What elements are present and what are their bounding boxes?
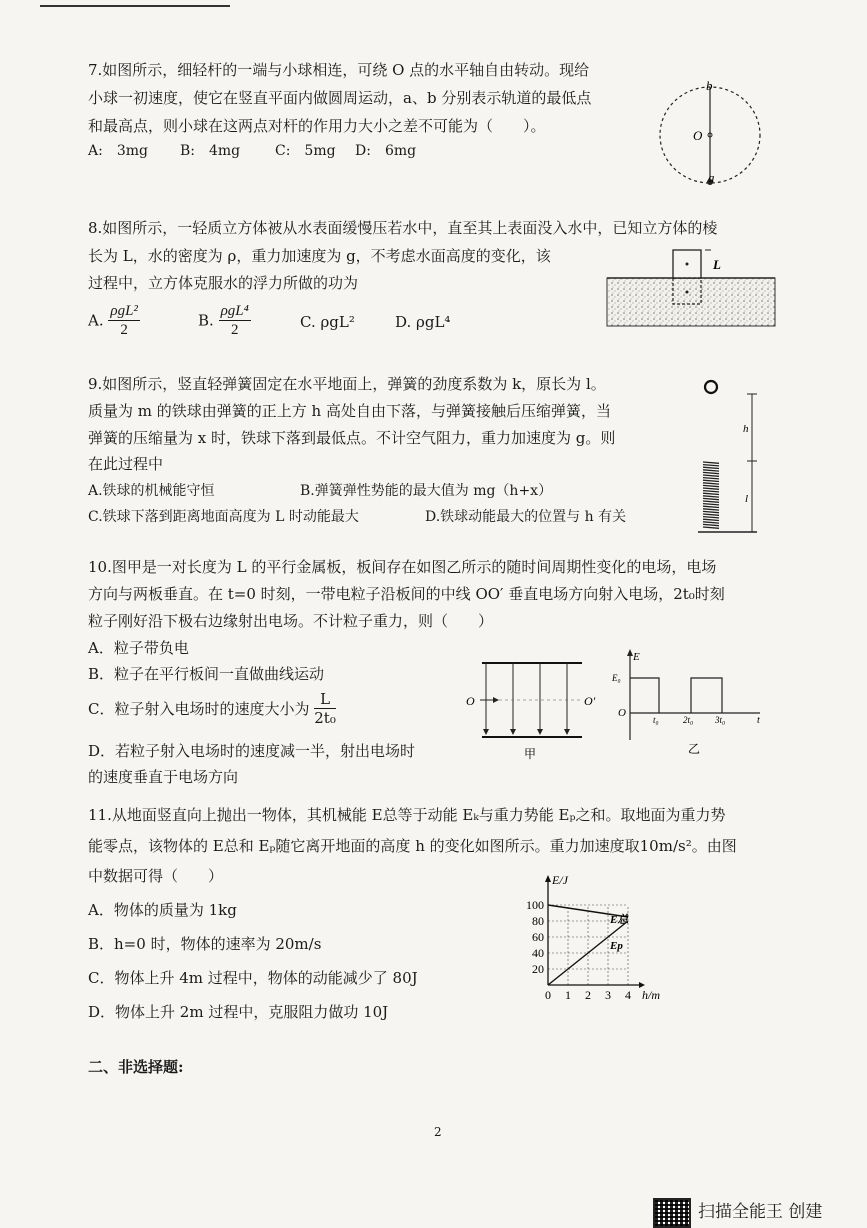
- q8-option-b-numerator: ρgL⁴: [220, 303, 249, 319]
- q9-option-c: C.铁球下落到距离地面高度为 L 时动能最大: [88, 509, 359, 525]
- q10-option-c-text: C．粒子射入电场时的速度大小为: [88, 700, 310, 718]
- q7-option-d: D: 6mg: [355, 143, 417, 159]
- q8-option-b: [198, 302, 251, 339]
- y-tick-label: 60: [532, 930, 544, 944]
- q9-spring-coil: [703, 491, 719, 492]
- q10-option-c-denominator: 2t₀: [314, 709, 336, 727]
- q10-line-3: 粒子刚好沿下极右边缘射出电场。不计粒子重力，则（ ）: [88, 612, 494, 630]
- q9-spring-coil: [703, 493, 719, 494]
- q10-option-c-numerator: L: [314, 690, 336, 709]
- q10-yi-label-o: O: [618, 707, 626, 719]
- y-tick-label: 80: [532, 914, 544, 928]
- q8-option-c: C. ρgL²: [300, 313, 355, 331]
- q8-option-d: D. ρgL⁴: [395, 313, 451, 331]
- y-axis-arrow: [545, 875, 551, 882]
- q7-line-1: 7.如图所示，细轻杆的一端与小球相连，可绕 O 点的水平轴自由转动。现给: [88, 61, 590, 79]
- q9-spring-coil: [703, 475, 719, 476]
- q9-spring-figure: [695, 372, 775, 537]
- q10-yi-label-e: E: [633, 651, 640, 663]
- q8-option-a-numerator: ρgL²: [110, 303, 138, 319]
- q9-spring-coil: [703, 498, 719, 499]
- q10-figure-yi: [610, 648, 770, 763]
- q9-line-4: 在此过程中: [88, 455, 164, 473]
- page-number: 2: [434, 1125, 442, 1139]
- q8-option-a-denominator: 2: [120, 322, 128, 338]
- q10-yi-label-e0: E₀: [612, 673, 621, 683]
- q9-spring-coil: [703, 524, 719, 525]
- q7-line-2: 小球一初速度，使它在竖直平面内做圆周运动，a、b 分别表示轨道的最低点: [88, 89, 592, 107]
- q7-circle-figure: [650, 78, 770, 188]
- q10-line-2: 方向与两板垂直。在 t=0 时刻，一带电粒子沿板间的中线 OO′ 垂直电场方向射入电场，2t₀时刻: [88, 585, 725, 603]
- x-tick-label: 2: [585, 988, 591, 1000]
- q9-spring-coil: [703, 504, 719, 505]
- x-tick-label: 1: [565, 988, 571, 1000]
- x-tick-label: 3: [605, 988, 611, 1000]
- q9-spring-coil: [703, 472, 719, 473]
- q9-label-l: l: [745, 493, 749, 505]
- x-tick-label: 0: [545, 988, 551, 1000]
- q8-option-b-denominator: 2: [230, 322, 239, 338]
- q8-option-a-fraction: [108, 302, 140, 339]
- q7-label-o: O: [693, 128, 703, 143]
- section-2-title: 二、非选择题:: [88, 1058, 184, 1076]
- q9-spring-coil: [703, 470, 719, 471]
- y-tick-label: 20: [532, 962, 544, 976]
- q9-spring-coil: [703, 488, 719, 489]
- q10-label-o-prime: O′: [584, 694, 596, 708]
- q8-option-a: [88, 302, 140, 339]
- q9-spring-coil: [703, 519, 719, 520]
- q8-line-1: 8.如图所示，一轻质立方体被从水表面缓慢压若水中，直至其上表面没入水中，已知立方体的棱: [88, 219, 718, 237]
- q10-caption-yi: 乙: [688, 742, 701, 756]
- q10-yi-tick-3t0: 3t₀: [715, 715, 726, 725]
- qr-code-icon: [653, 1198, 691, 1228]
- q7-label-b: b: [706, 78, 713, 93]
- q9-spring-coil: [703, 522, 719, 523]
- q10-line-1: 10.图甲是一对长度为 L 的平行金属板，板间存在如图乙所示的随时间周期性变化的电场，电场: [88, 558, 717, 576]
- q9-option-a: A.铁球的机械能守恒: [88, 483, 215, 499]
- q9-spring-coil: [703, 509, 719, 510]
- q9-option-d: D.铁球动能最大的位置与 h 有关: [425, 509, 627, 525]
- q9-spring-coil: [703, 506, 719, 507]
- q8-label-l: L: [713, 257, 721, 272]
- q9-spring: [703, 462, 719, 528]
- q10-label-o: O: [466, 694, 475, 708]
- q9-option-b: B.弹簧弹性势能的最大值为 mg（h+x）: [300, 483, 553, 499]
- scanner-watermark: 扫描全能王 创建: [698, 1202, 823, 1222]
- q9-spring-coil: [703, 511, 719, 512]
- q9-line-1: 9.如图所示，竖直轻弹簧固定在水平地面上，弹簧的劲度系数为 k，原长为 l。: [88, 375, 606, 393]
- q10-option-c-fraction: [314, 690, 336, 727]
- q9-spring-coil: [703, 485, 719, 486]
- q8-water: [607, 278, 775, 326]
- q9-spring-coil: [703, 496, 719, 497]
- q11-line-1: 11.从地面竖直向上抛出一物体，其机械能 E总等于动能 Eₖ与重力势能 Eₚ之和。取地面为重力势: [88, 806, 726, 824]
- series-label-e-total: E总: [610, 914, 629, 926]
- x-tick-label: 4: [625, 988, 631, 1000]
- q9-line-2: 质量为 m 的铁球由弹簧的正上方 h 高处自由下落，与弹簧接触后压缩弹簧，当: [88, 402, 611, 420]
- q10-option-c: [88, 690, 336, 727]
- q8-option-b-label: B.: [198, 311, 214, 330]
- y-axis-label: E/J: [552, 873, 568, 887]
- q7-option-a: A: 3mg: [88, 143, 148, 159]
- q9-spring-coil: [703, 462, 719, 463]
- q11-option-b: B．h=0 时，物体的速率为 20m/s: [88, 935, 322, 953]
- q8-option-a-label: A.: [88, 311, 104, 330]
- q11-energy-chart: [515, 870, 675, 1000]
- q7-line-3: 和最高点，则小球在这两点对杆的作用力大小之差不可能为（ ）。: [88, 117, 546, 135]
- q8-cube-dot-low: [686, 291, 689, 294]
- q9-iron-ball: [705, 381, 717, 393]
- q9-spring-coil: [703, 483, 719, 484]
- q9-spring-coil: [703, 514, 719, 515]
- q10-caption-jia: 甲: [524, 747, 537, 761]
- q9-label-h: h: [743, 423, 749, 435]
- q10-yi-tick-t0: t₀: [653, 715, 659, 725]
- q10-option-a: A．粒子带负电: [88, 639, 189, 657]
- q7-label-a: a: [708, 170, 715, 185]
- q10-yi-label-t: t: [757, 715, 760, 726]
- q8-line-3: 过程中，立方体克服水的浮力所做的功为: [88, 274, 359, 292]
- q9-line-3: 弹簧的压缩量为 x 时，铁球下落到最低点。不计空气阻力，重力加速度为 g。则: [88, 429, 616, 447]
- q9-spring-coil: [703, 501, 719, 502]
- q8-cube-center-dot: [686, 263, 689, 266]
- series-label-ep: Ep: [610, 940, 623, 952]
- y-tick-label: 40: [532, 946, 544, 960]
- q10-particle-arrow: [493, 697, 499, 703]
- q11-line-2: 能零点，该物体的 E总和 Eₚ随它离开地面的高度 h 的变化如图所示。重力加速度取10m/s²。由图: [88, 837, 737, 855]
- q7-option-b: B: 4mg: [180, 143, 241, 159]
- q11-line-3: 中数据可得（ ）: [88, 867, 224, 885]
- q10-yi-pulse-2: [691, 678, 722, 713]
- q9-spring-coil: [703, 517, 719, 518]
- q11-option-d: D．物体上升 2m 过程中，克服阻力做功 10J: [88, 1003, 389, 1021]
- y-tick-label: 100: [526, 898, 544, 912]
- q9-spring-coil: [703, 465, 719, 466]
- q10-yi-pulse-1: [630, 678, 659, 713]
- q9-spring-coil: [703, 527, 719, 528]
- q10-yi-tick-2t0: 2t₀: [683, 715, 694, 725]
- scan-edge-line: [40, 5, 230, 7]
- q10-figure-jia: [462, 655, 612, 765]
- q9-spring-coil: [703, 467, 719, 468]
- q11-option-a: A．物体的质量为 1kg: [88, 901, 237, 919]
- q8-line-2: 长为 L，水的密度为 ρ，重力加速度为 g，不考虑水面高度的变化，该: [88, 247, 551, 265]
- q11-option-c: C．物体上升 4m 过程中，物体的动能减少了 80J: [88, 969, 418, 987]
- q9-spring-coil: [703, 480, 719, 481]
- q10-option-d-line-2: 的速度垂直于电场方向: [88, 768, 239, 786]
- q8-cube-water-figure: [605, 240, 780, 330]
- q10-option-d-line-1: D．若粒子射入电场时的速度减一半，射出电场时: [88, 742, 416, 760]
- q9-spring-coil: [703, 478, 719, 479]
- q7-option-c: C: 5mg: [275, 143, 336, 159]
- x-axis-label: h/m: [642, 988, 660, 1000]
- q10-option-b: B．粒子在平行板间一直做曲线运动: [88, 665, 325, 683]
- q8-option-b-fraction: [219, 302, 251, 339]
